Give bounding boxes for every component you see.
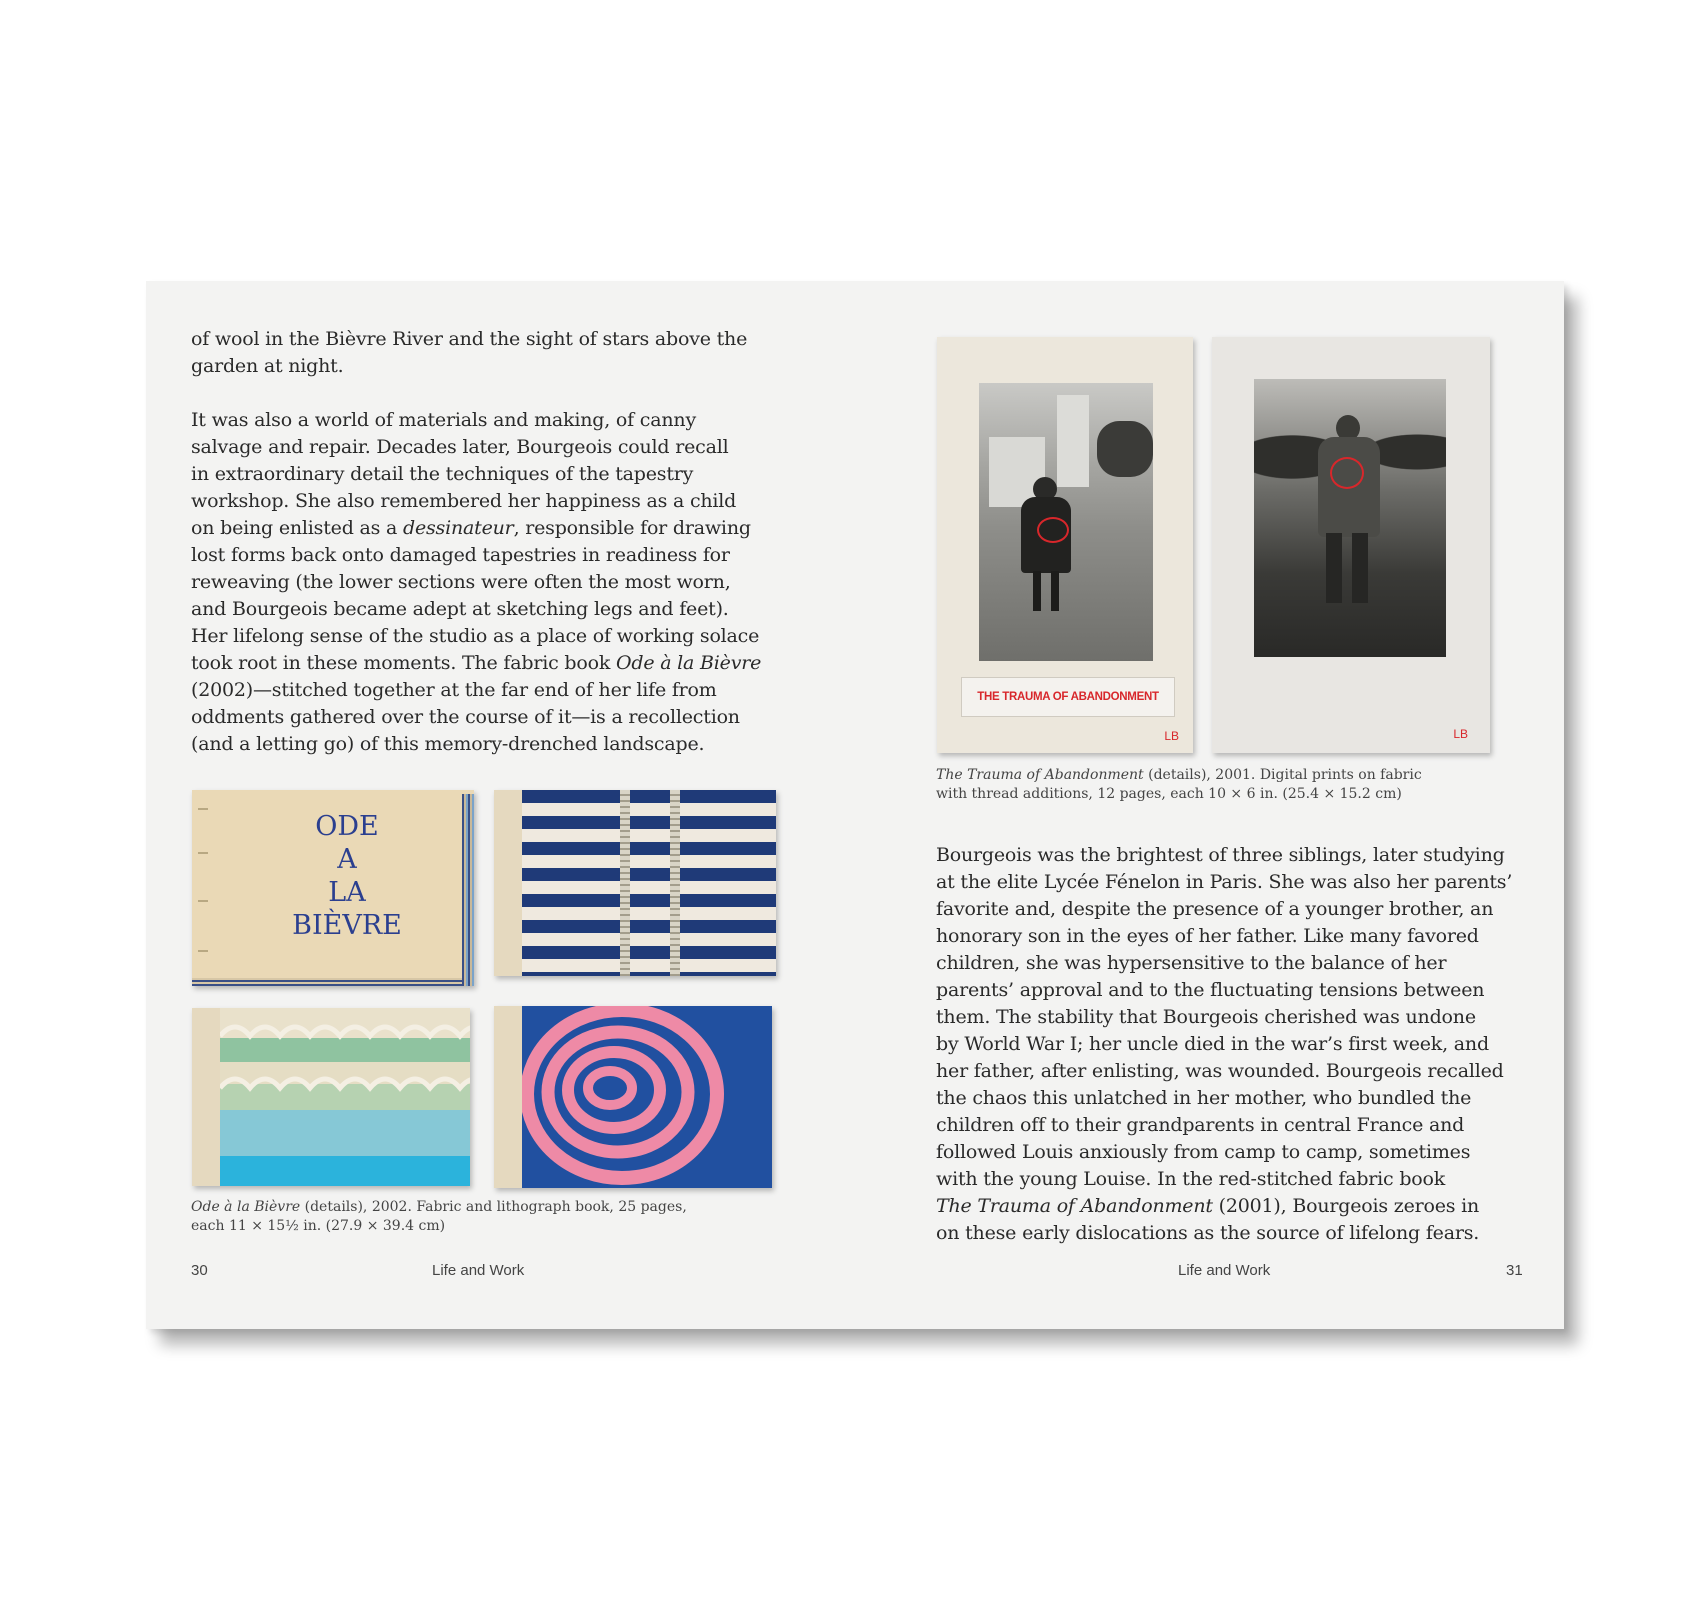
right-figure-caption bbox=[936, 766, 1476, 804]
caption-title: Ode à la Bièvre bbox=[191, 1199, 301, 1215]
italic-title: Ode à la Bièvre bbox=[615, 652, 762, 674]
italic-term: dessinateur bbox=[403, 517, 514, 539]
text-run: (2001), Bourgeois zeroes in on these early dislocations as the source of lifelong fears. bbox=[936, 1195, 1480, 1244]
soldier-photo-plate bbox=[1212, 337, 1490, 753]
stitched-label: THE TRAUMA OF ABANDONMENT bbox=[961, 677, 1175, 717]
caption-text: (details), 2001. Digital prints on fabric with thread additions, 12 pages, each 10 × 6 in. (25.4 × 15.2 cm) bbox=[936, 767, 1422, 802]
caption-text: (details), 2002. Fabric and lithograph book, 25 pages, each 11 × 15½ in. (27.9 × 39.4 cm) bbox=[191, 1199, 687, 1234]
wave-page-plate bbox=[192, 1008, 470, 1186]
girl-photo-plate bbox=[937, 337, 1193, 753]
caption-title: The Trauma of Abandonment bbox=[936, 767, 1144, 783]
book-cover-plate bbox=[192, 790, 474, 986]
left-figure-caption bbox=[191, 1198, 711, 1236]
initials-stitch: LB bbox=[1164, 729, 1179, 743]
text-run: Bourgeois was the brightest of three siblings, later studying at the elite Lycée Fénelon in Paris. She was also her parents’ favorite and, despite the presence of a younger brother, an honorary son in the eyes of her father. Like many favored children, she was hypersensitive to the balance of her parents’ approval and to the fluctuating tensions between them. The stability that Bourgeois cherished was undone by World War I; her uncle died in the war’s first week, and her father, after enlisting, was wounded. Bourgeois recalled the chaos this unlatched in her mother, who bundled the children off to their grandparents in central France and followed Louis anxiously from camp to camp, sometimes with the young Louise. In the red-stitched fabric book bbox=[936, 844, 1513, 1190]
left-paragraph-2 bbox=[191, 407, 771, 758]
right-page-number: 31 bbox=[1506, 1262, 1523, 1279]
book-cover-title bbox=[232, 810, 462, 942]
text-run: It was also a world of materials and making, of canny salvage and repair. Decades later, Bourgeois could recall in extraordinary detail the techniques of the tapestry workshop. She also remembered her happiness as a child on being enlisted as a bbox=[191, 409, 737, 539]
right-paragraph bbox=[936, 842, 1536, 1247]
text-run: (2002)—stitched together at the far end of her life from oddments gathered over the course of it—is a recollection (and a letting go) of this memory-drenched landscape. bbox=[191, 679, 740, 755]
fabric-spine bbox=[192, 1008, 221, 1186]
spiral-page-plate bbox=[494, 1006, 772, 1188]
cover-line: ODE bbox=[315, 811, 379, 842]
fabric-spine bbox=[494, 790, 523, 976]
right-running-head: Life and Work bbox=[1178, 1262, 1271, 1279]
left-running-head: Life and Work bbox=[432, 1262, 525, 1279]
initials-stitch: LB bbox=[1453, 727, 1468, 741]
italic-title: The Trauma of Abandonment bbox=[936, 1195, 1213, 1217]
fabric-spine bbox=[494, 1006, 523, 1188]
cover-line: A bbox=[337, 844, 357, 875]
cover-line: LA bbox=[328, 877, 366, 908]
text-run: , responsible for drawing lost forms back onto damaged tapestries in readiness for reweaving (the lower sections were often the most worn, and Bourgeois became adept at sketching legs and feet). Her lifelong sense of the studio as a place of working solace took root in these moments. The fabric book bbox=[191, 517, 760, 674]
cover-line: BIÈVRE bbox=[292, 910, 402, 941]
left-page-number: 30 bbox=[191, 1262, 208, 1279]
striped-page-plate bbox=[494, 790, 776, 976]
left-paragraph-1: of wool in the Bièvre River and the sight of stars above the garden at night. bbox=[191, 328, 748, 377]
